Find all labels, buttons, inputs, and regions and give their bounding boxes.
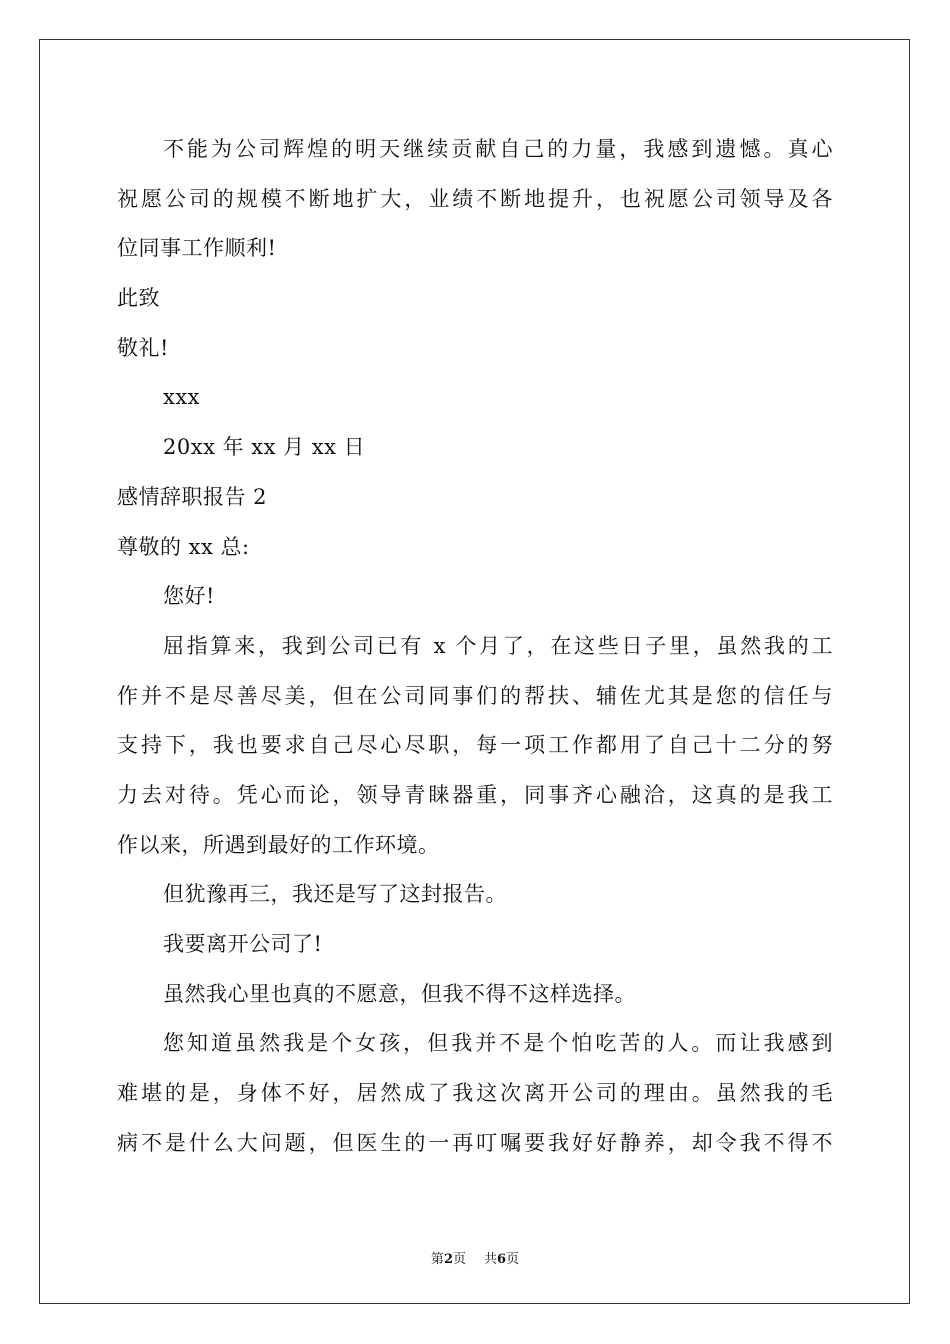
text-line: 难堪的是，身体不好，居然成了我这次离开公司的理由。虽然我的毛 <box>117 1081 833 1106</box>
total-prefix: 共 <box>484 1252 498 1267</box>
text-line: 您好! <box>163 584 215 609</box>
text-line: 不能为公司辉煌的明天继续贡献自己的力量，我感到遗憾。真心 <box>163 137 833 161</box>
document-body <box>117 125 833 1168</box>
text-line: 我要离开公司了! <box>163 932 323 956</box>
text-line: 屈指算来，我到公司已有 x 个月了，在这些日子里，虽然我的工 <box>163 633 833 658</box>
current-page-number: 2 <box>443 1252 453 1267</box>
text-line: 祝愿公司的规模不断地扩大，业绩不断地提升，也祝愿公司领导及各 <box>117 186 833 211</box>
text-line: 支持下，我也要求自己尽心尽职，每一项工作都用了自己十二分的努 <box>117 733 833 758</box>
text-line: 您知道虽然我是个女孩，但我并不是个怕吃苦的人。而让我感到 <box>163 1031 833 1056</box>
text-line: 但犹豫再三，我还是写了这封报告。 <box>163 882 507 907</box>
text-line: 敬礼! <box>117 335 169 360</box>
text-line: xxx <box>163 385 201 410</box>
page-footer <box>0 1248 950 1267</box>
text-line: 作以来，所遇到最好的工作环境。 <box>117 832 440 857</box>
text-line: 虽然我心里也真的不愿意，但我不得不这样选择。 <box>163 981 636 1006</box>
text-line: 作并不是尽善尽美，但在公司同事们的帮扶、辅佐尤其是您的信任与 <box>117 683 833 708</box>
page-suffix: 页 <box>452 1252 466 1267</box>
text-line: 感情辞职报告 2 <box>117 484 268 509</box>
text-line: 病不是什么大问题，但医生的一再叮嘱要我好好静养，却令我不得不 <box>117 1130 833 1155</box>
page-prefix: 第 <box>430 1252 444 1267</box>
text-line: 力去对待。凭心而论，领导青睐器重，同事齐心融洽，这真的是我工 <box>117 782 833 807</box>
total-page-number: 6 <box>497 1252 507 1267</box>
text-line: 位同事工作顺利! <box>117 236 277 261</box>
text-line: 此致 <box>117 286 160 311</box>
text-line: 尊敬的 xx 总: <box>117 534 250 559</box>
total-suffix: 页 <box>506 1252 520 1267</box>
text-line: 20xx 年 xx 月 xx 日 <box>163 435 366 460</box>
